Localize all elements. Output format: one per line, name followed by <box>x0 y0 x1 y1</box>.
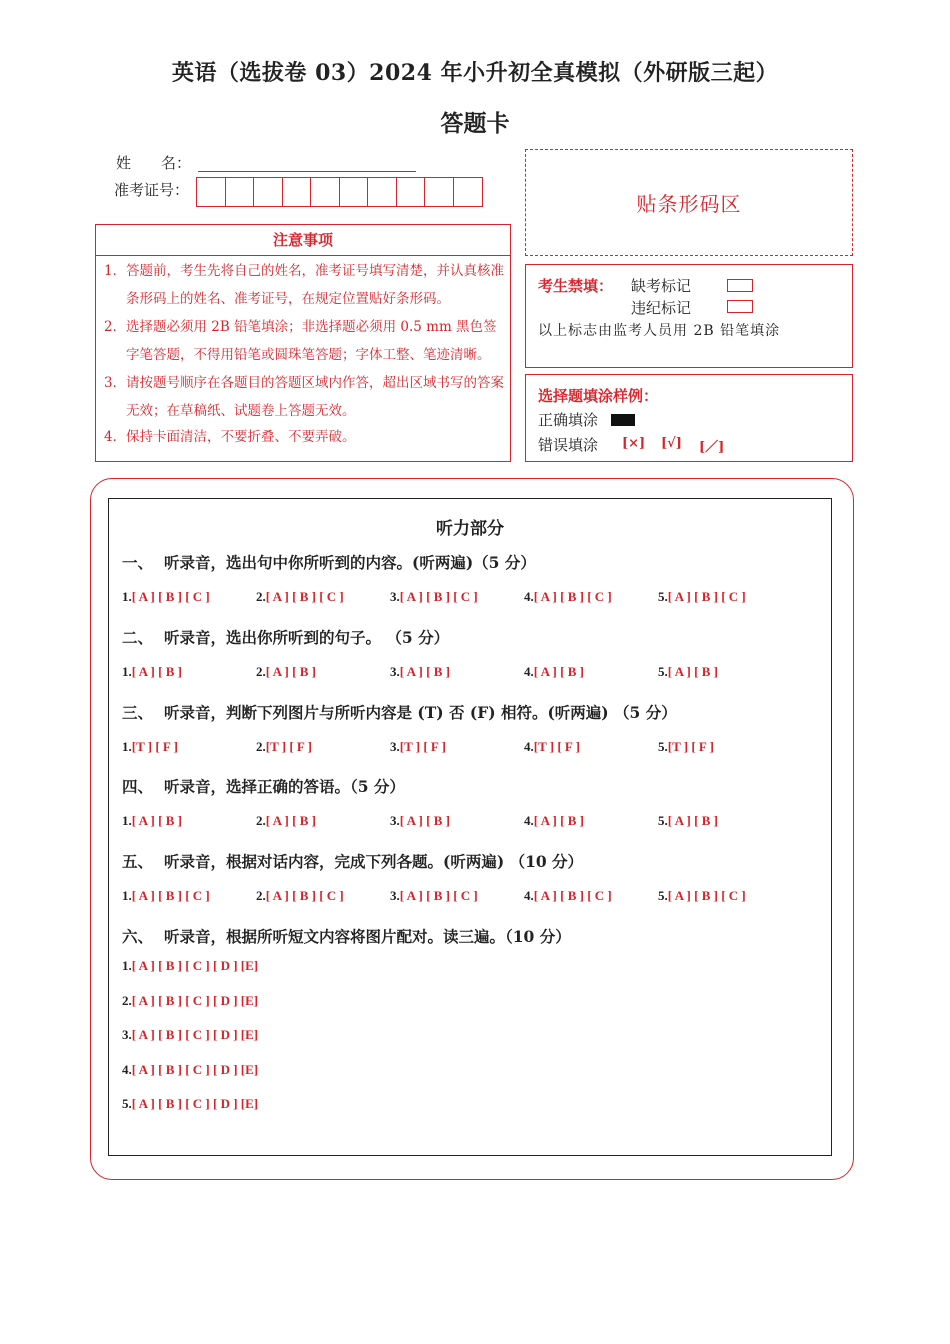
question-number: 2. <box>256 589 266 604</box>
section-number: 六、 <box>122 927 154 946</box>
answer-bubbles[interactable]: [ A ] [ B ] <box>667 664 718 679</box>
notice-item-text: 保持卡面清洁，不要折叠、不要弄破。 <box>126 429 356 445</box>
question-options <box>256 739 312 755</box>
question-options <box>658 739 714 755</box>
section-number: 四、 <box>122 777 154 796</box>
question-number: 4. <box>122 1061 132 1077</box>
answer-bubbles[interactable]: [ A ] [ B ] [ C ] <box>131 589 210 604</box>
question-number: 3. <box>122 1027 132 1042</box>
absent-mark-box[interactable] <box>727 279 753 292</box>
answer-bubbles[interactable]: [ A ] [ B ] [ C ] <box>399 888 478 903</box>
question-number: 5. <box>122 1096 132 1111</box>
wrong-mark-slash: [／] <box>699 440 725 455</box>
question-number: 1. <box>122 739 132 754</box>
question-options <box>390 739 446 755</box>
section-instruction: 听录音，根据所听短文内容将图片配对。读三遍。（10 分） <box>164 927 571 946</box>
fill-sample-panel <box>525 374 853 462</box>
answer-bubbles[interactable]: [T ] [ F ] <box>399 739 446 754</box>
forbidden-note: 以上标志由监考人员用 2B 铅笔填涂 <box>538 323 781 339</box>
absent-mark-label: 缺考标记 <box>631 277 692 295</box>
question-number: 1. <box>122 664 132 679</box>
answer-bubbles[interactable]: [T ] [ F ] <box>131 739 178 754</box>
violation-mark-box[interactable] <box>727 300 753 313</box>
question-options <box>122 664 182 680</box>
question-options <box>122 888 210 904</box>
question-number: 3. <box>390 589 400 604</box>
name-label: 姓 名： <box>116 154 192 172</box>
answer-bubbles[interactable]: [ A ] [ B ] [ C ] <box>667 888 746 903</box>
section-number: 三、 <box>122 703 154 722</box>
question-number: 5. <box>658 589 668 604</box>
question-options <box>658 664 718 680</box>
question-number: 2. <box>256 664 266 679</box>
question-options <box>122 739 178 755</box>
notice-item <box>104 257 504 313</box>
id-digit-box[interactable] <box>283 178 312 206</box>
question-number: 1. <box>122 589 132 604</box>
notice-item-text: 答题前，考生先将自己的姓名，准考证号填写清楚，并认真核准条形码上的姓名、准考证号，在规定位置贴好条形码。 <box>126 263 504 307</box>
section-heading <box>122 626 449 648</box>
id-digit-box[interactable] <box>397 178 426 206</box>
section-heading <box>122 551 536 573</box>
forbidden-panel <box>525 264 853 368</box>
question-options <box>524 813 584 829</box>
question-options <box>122 813 182 829</box>
notice-item-number: 4． <box>104 429 127 445</box>
question-options <box>524 739 580 755</box>
sample-title: 选择题填涂样例： <box>538 387 659 405</box>
answer-bubbles[interactable]: [ A ] [ B ] <box>265 664 316 679</box>
answer-bubbles[interactable]: [ A ] [ B ] [ C ] [ D ] [E] <box>131 958 259 973</box>
question-number: 3. <box>390 888 400 903</box>
wrong-mark-cross: [×] <box>622 436 646 451</box>
question-number: 4. <box>524 589 534 604</box>
answer-bubbles[interactable]: [T ] [ F ] <box>667 739 714 754</box>
question-options <box>658 813 718 829</box>
id-digit-box[interactable] <box>311 178 340 206</box>
question-number: 2. <box>256 888 266 903</box>
notice-title: 注意事项 <box>96 225 510 256</box>
question-number: 2. <box>256 813 266 828</box>
name-field[interactable] <box>198 171 416 172</box>
notice-panel <box>95 224 511 462</box>
question-options <box>390 888 478 904</box>
question-options <box>256 589 344 605</box>
answer-bubbles[interactable]: [ A ] [ B ] <box>399 813 450 828</box>
question-options <box>524 888 612 904</box>
section-instruction: 听录音，判断下列图片与所听内容是 (T) 否 (F) 相符。(听两遍) （5 分） <box>164 703 677 722</box>
question-options <box>390 813 450 829</box>
answer-bubbles[interactable]: [ A ] [ B ] <box>667 813 718 828</box>
answer-bubbles[interactable]: [ A ] [ B ] <box>265 813 316 828</box>
answer-bubbles[interactable]: [ A ] [ B ] [ C ] [ D ] [E] <box>131 992 259 1008</box>
question-number: 3. <box>390 813 400 828</box>
listening-title: 听力部分 <box>436 519 504 539</box>
barcode-area <box>525 149 853 256</box>
section-number: 一、 <box>122 553 154 572</box>
question-number: 5. <box>658 813 668 828</box>
section-instruction: 听录音，选择正确的答语。（5 分） <box>164 777 405 796</box>
notice-item-number: 1． <box>104 263 127 279</box>
section-instruction: 听录音，根据对话内容，完成下列各题。(听两遍) （10 分） <box>164 852 584 871</box>
barcode-label: 贴条形码区 <box>636 192 742 216</box>
question-number: 4. <box>524 739 534 754</box>
answer-bubbles[interactable]: [ A ] [ B ] [ C ] <box>265 589 344 604</box>
answer-bubbles[interactable]: [ A ] [ B ] [ C ] <box>131 888 210 903</box>
wrong-mark-check: [√] <box>661 436 682 451</box>
violation-mark-label: 违纪标记 <box>631 299 692 317</box>
question-options <box>256 664 316 680</box>
answer-bubbles[interactable]: [ A ] [ B ] <box>131 664 182 679</box>
question-options <box>256 888 344 904</box>
question-number: 3. <box>390 739 400 754</box>
answer-bubbles[interactable]: [ A ] [ B ] <box>131 813 182 828</box>
answer-bubbles[interactable]: [ A ] [ B ] [ C ] [ D ] [E] <box>131 1061 259 1077</box>
answer-bubbles[interactable]: [ A ] [ B ] [ C ] <box>533 589 612 604</box>
question-options <box>256 813 316 829</box>
notice-item-number: 2． <box>104 319 127 335</box>
question-number: 4. <box>524 813 534 828</box>
question-options <box>524 664 584 680</box>
section-instruction: 听录音，选出句中你所听到的内容。(听两遍)（5 分） <box>164 553 536 572</box>
id-digit-box[interactable] <box>368 178 397 206</box>
question-number: 1. <box>122 813 132 828</box>
answer-bubbles[interactable]: [T ] [ F ] <box>533 739 580 754</box>
notice-item <box>104 369 504 425</box>
id-digit-box[interactable] <box>425 178 454 206</box>
id-number-boxes[interactable] <box>196 177 483 207</box>
page-title: 英语（选拔卷 03）2024 年小升初全真模拟（外研版三起） <box>171 60 779 86</box>
question-options <box>122 1062 258 1078</box>
answer-bubbles[interactable]: [ A ] [ B ] [ C ] [ D ] [E] <box>131 1027 259 1042</box>
answer-bubbles[interactable]: [ A ] [ B ] [ C ] <box>667 589 746 604</box>
id-digit-box[interactable] <box>340 178 369 206</box>
section-heading <box>122 775 405 797</box>
id-digit-box[interactable] <box>197 178 226 206</box>
forbidden-title: 考生禁填： <box>538 277 614 295</box>
question-number: 2. <box>122 992 132 1008</box>
question-options <box>122 958 258 974</box>
question-options <box>122 589 210 605</box>
question-number: 4. <box>524 888 534 903</box>
question-options <box>122 1096 258 1112</box>
correct-fill-label: 正确填涂 <box>538 411 599 429</box>
question-options <box>122 993 258 1009</box>
answer-bubbles[interactable]: [T ] [ F ] <box>265 739 312 754</box>
notice-item <box>104 313 504 369</box>
question-number: 5. <box>658 739 668 754</box>
section-number: 二、 <box>122 628 154 647</box>
answer-bubbles[interactable]: [ A ] [ B ] <box>533 664 584 679</box>
question-options <box>658 589 746 605</box>
wrong-fill-label: 错误填涂 <box>538 436 599 454</box>
answer-bubbles[interactable]: [ A ] [ B ] [ C ] [ D ] [E] <box>131 1096 259 1111</box>
question-number: 1. <box>122 888 132 903</box>
id-label: 准考证号： <box>114 181 190 199</box>
question-number: 1. <box>122 958 132 973</box>
question-options <box>390 664 450 680</box>
question-number: 5. <box>658 664 668 679</box>
notice-item-text: 请按题号顺序在各题目的答题区域内作答，超出区域书写的答案无效；在草稿纸、试题卷上答题无效。 <box>126 375 504 419</box>
notice-item <box>104 423 504 451</box>
notice-item-number: 3． <box>104 375 127 391</box>
section-heading <box>122 925 571 947</box>
id-digit-box[interactable] <box>226 178 255 206</box>
question-number: 2. <box>256 739 266 754</box>
section-instruction: 听录音，选出你所听到的句子。 （5 分） <box>164 628 450 647</box>
answer-bubbles[interactable]: [ A ] [ B ] <box>399 664 450 679</box>
question-options <box>390 589 478 605</box>
notice-item-text: 选择题必须用 2B 铅笔填涂；非选择题必须用 0.5 mm 黑色签字笔答题，不得用铅笔或圆珠笔答题；字体工整、笔迹清晰。 <box>126 319 497 363</box>
page-subtitle: 答题卡 <box>440 110 510 137</box>
question-number: 5. <box>658 888 668 903</box>
answer-bubbles[interactable]: [ A ] [ B ] [ C ] <box>265 888 344 903</box>
question-options <box>122 1027 258 1043</box>
section-heading <box>122 701 677 723</box>
section-heading <box>122 850 583 872</box>
question-options <box>658 888 746 904</box>
id-digit-box[interactable] <box>454 178 483 206</box>
correct-fill-mark-icon <box>611 414 635 426</box>
answer-bubbles[interactable]: [ A ] [ B ] [ C ] <box>533 888 612 903</box>
question-number: 3. <box>390 664 400 679</box>
question-options <box>524 589 612 605</box>
section-number: 五、 <box>122 852 154 871</box>
answer-bubbles[interactable]: [ A ] [ B ] <box>533 813 584 828</box>
answer-bubbles[interactable]: [ A ] [ B ] [ C ] <box>399 589 478 604</box>
id-digit-box[interactable] <box>254 178 283 206</box>
question-number: 4. <box>524 664 534 679</box>
